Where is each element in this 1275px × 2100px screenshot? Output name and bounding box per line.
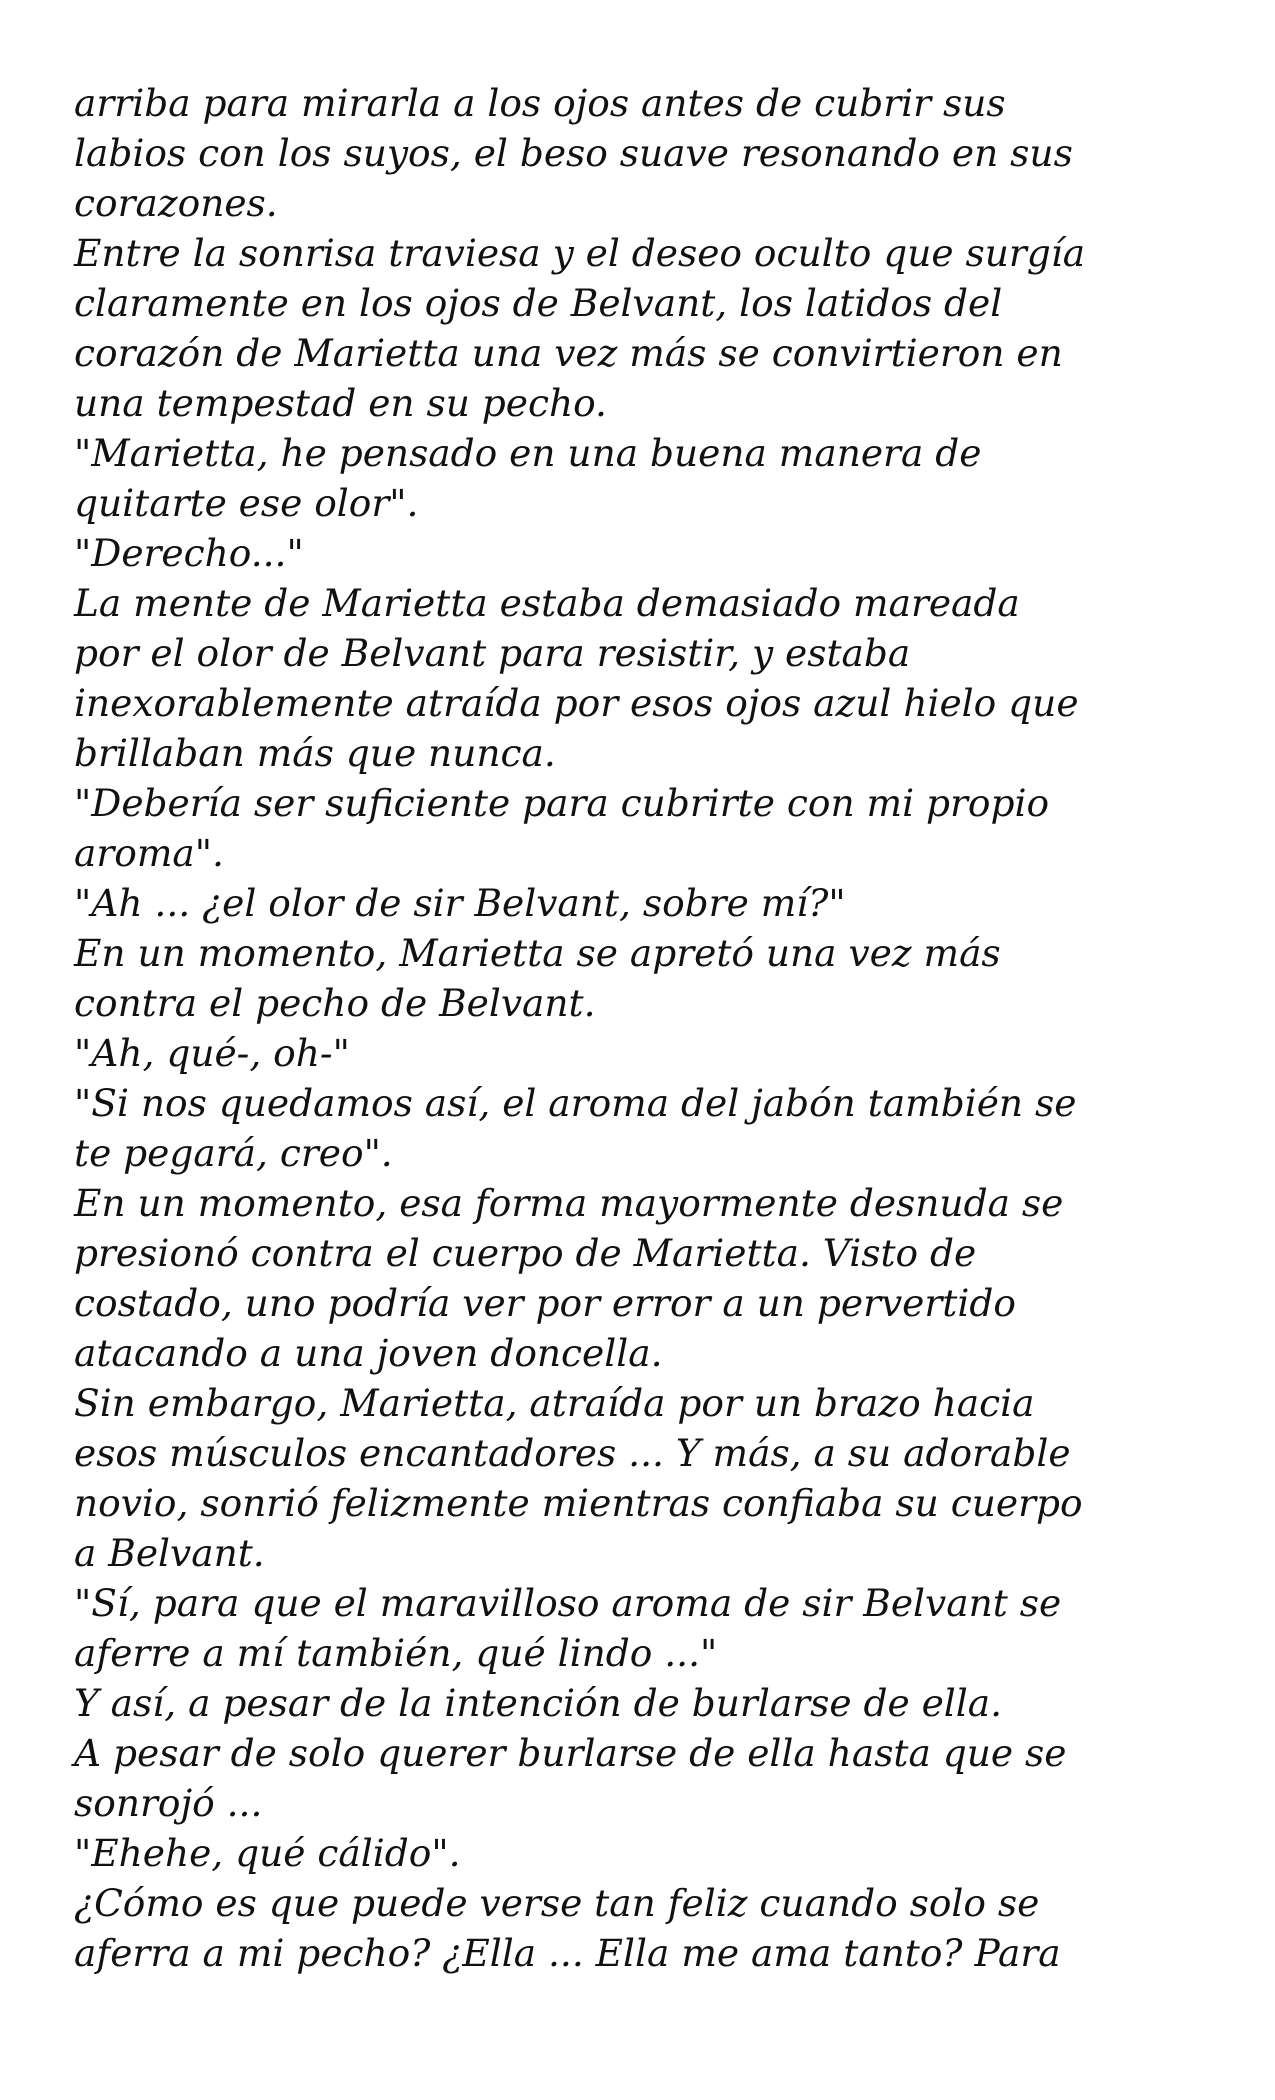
text-line: costado, uno podría ver por error a un pervertido [74,1281,1016,1325]
text-line: arriba para mirarla a los ojos antes de cubrir sus [74,81,1006,125]
text-line: novio, sonrió felizmente mientras confiaba su cuerpo [74,1481,1083,1525]
text-line: ¿Cómo es que puede verse tan feliz cuando solo se [74,1881,1040,1925]
text-line: inexorablemente atraída por esos ojos azul hielo que [74,681,1079,725]
text-line: En un momento, Marietta se apretó una vez más [74,931,1001,975]
text-line: "Marietta, he pensado en una buena manera de [74,431,982,475]
text-line: "Derecho..." [74,531,304,575]
text-line: "Ah, qué-, oh-" [74,1031,350,1075]
text-line: labios con los suyos, el beso suave resonando en sus [74,131,1073,175]
text-line: por el olor de Belvant para resistir, y estaba [74,631,911,675]
text-line: quitarte ese olor". [74,481,419,525]
text-line: una tempestad en su pecho. [74,381,607,425]
document-page [74,78,1214,1978]
text-line: aferra a mi pecho? ¿Ella ... Ella me ama tanto? Para [74,1931,1061,1975]
text-line: atacando a una joven doncella. [74,1331,663,1375]
text-line: claramente en los ojos de Belvant, los latidos del [74,281,1003,325]
text-line: aroma". [74,831,224,875]
text-line: corazón de Marietta una vez más se convirtieron en [74,331,1063,375]
text-line: "Debería ser suficiente para cubrirte con mi propio [74,781,1050,825]
text-line: te pegará, creo". [74,1131,393,1175]
text-line: "Sí, para que el maravilloso aroma de sir Belvant se [74,1581,1062,1625]
text-line: brillaban más que nunca. [74,731,556,775]
text-line: Sin embargo, Marietta, atraída por un brazo hacia [74,1381,1035,1425]
text-line: presionó contra el cuerpo de Marietta. Visto de [74,1231,977,1275]
text-line: corazones. [74,181,278,225]
text-line: "Si nos quedamos así, el aroma del jabón también se [74,1081,1077,1125]
text-line: "Ah ... ¿el olor de sir Belvant, sobre mí?" [74,881,846,925]
text-line: Y así, a pesar de la intención de burlarse de ella. [74,1681,1003,1725]
text-line: En un momento, esa forma mayormente desnuda se [74,1181,1064,1225]
text-line: esos músculos encantadores ... Y más, a su adorable [74,1431,1071,1475]
text-line: aferre a mí también, qué lindo ..." [74,1631,718,1675]
text-line: contra el pecho de Belvant. [74,981,596,1025]
text-line: A pesar de solo querer burlarse de ella hasta que se [74,1731,1067,1775]
text-line: "Ehehe, qué cálido". [74,1831,461,1875]
text-line: sonrojó ... [74,1781,263,1825]
text-line: La mente de Marietta estaba demasiado mareada [74,581,1020,625]
text-line: a Belvant. [74,1531,265,1575]
text-line: Entre la sonrisa traviesa y el deseo oculto que surgía [74,231,1086,275]
